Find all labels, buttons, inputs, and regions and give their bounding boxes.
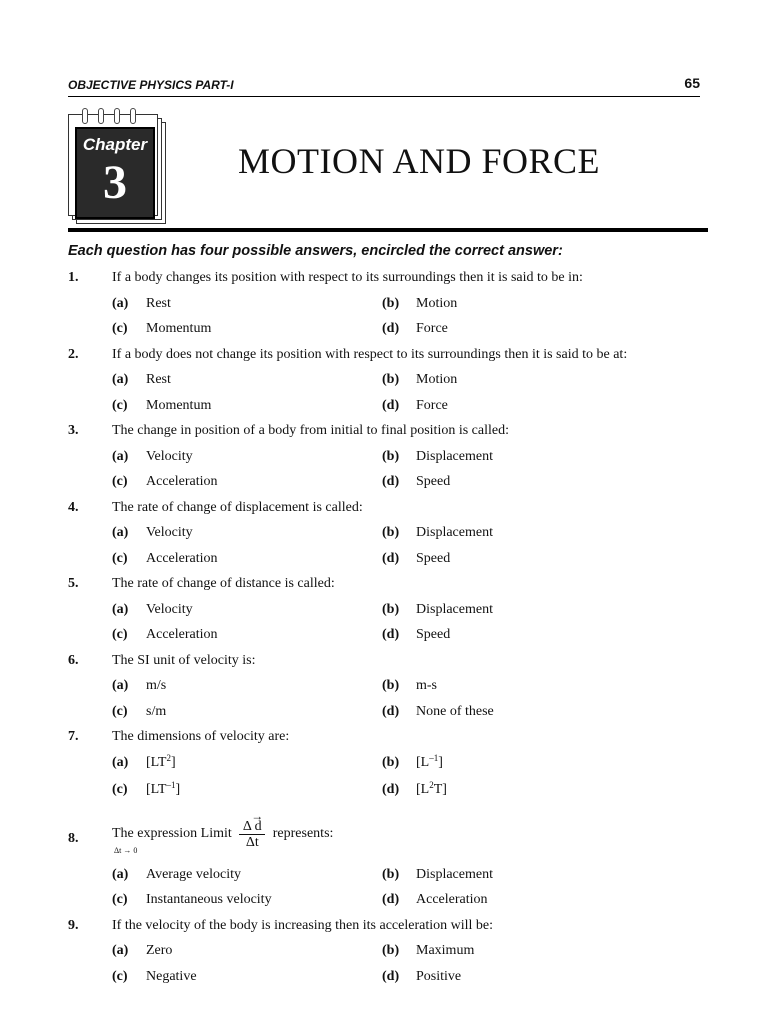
question-text: The SI unit of velocity is: xyxy=(112,652,256,668)
question-item: 6. The SI unit of velocity is: (a) m/s (b) m-s (c) s/m (d) None of these xyxy=(68,652,494,719)
question-item: 3. The change in position of a body from initial to final position is called: (a) Velocity (b) Displacement (c) Acceleration (d) Speed xyxy=(68,423,509,489)
question-number: 2. xyxy=(68,346,79,362)
question-item: 1. If a body changes its position with respect to its surroundings then it is said to be in: (a) Rest (b) Motion (c) Momentum (d) Force xyxy=(68,270,583,336)
chapter-number: 3 xyxy=(103,156,127,209)
question-number: 4. xyxy=(68,499,79,515)
ring-icon xyxy=(114,108,120,124)
question-item: 2. If a body does not change its position with respect to its surroundings then it is said to be at: (a) Rest (b) Motion (c) Momentum (d) Force xyxy=(68,346,628,413)
question-number: 6. xyxy=(68,652,79,668)
chapter-badge-panel xyxy=(75,127,155,219)
book-title: OBJECTIVE PHYSICS PART-I xyxy=(68,78,234,92)
question-text: If a body changes its position with respect to its surroundings then it is said to be in: xyxy=(112,270,583,285)
chapter-title: MOTION AND FORCE xyxy=(238,141,601,181)
question-number: 7. xyxy=(68,729,79,744)
question-item: 7. The dimensions of velocity are: (a) $[LT^2]$ (b) $[L^{-1}]$ (c) $[LT^{-1}]$ (d) $[L^2T]$ xyxy=(68,729,447,797)
question-item: 4. The rate of change of displacement is called: (a) Velocity (b) Displacement (c) Acceleration (d) Speed xyxy=(68,499,493,566)
question-text: The rate of change of distance is called: xyxy=(112,576,335,591)
derivative-fraction: → Δ d Δt xyxy=(237,815,267,853)
question-item: 9. If the velocity of the body is increasing then its acceleration will be: (a) Zero (b) Maximum (c) Negative (d) Positive xyxy=(68,917,493,984)
page-number: 65 xyxy=(684,75,700,91)
ring-icon xyxy=(130,108,136,124)
chapter-label: Chapter xyxy=(82,135,148,154)
ring-icon xyxy=(98,108,104,124)
chapter-badge xyxy=(68,108,166,224)
question-number: 8. xyxy=(68,830,79,846)
question-number: 1. xyxy=(68,270,79,285)
question-text: The expression Limit Δt → 0 → Δ d Δt represents: xyxy=(112,808,334,855)
vector-arrow-icon: → xyxy=(251,808,264,823)
title-divider xyxy=(68,228,708,232)
question-number: 3. xyxy=(68,423,79,438)
page-header xyxy=(68,76,700,97)
question-item: 8. The expression Limit Δt → 0 → Δ d Δt represents: (a) Average velocity (b) Displacement (c) Instantaneous velocity (d) Acceleration xyxy=(68,808,493,907)
question-list xyxy=(68,268,708,992)
question-text: The change in position of a body from initial to final position is called: xyxy=(112,423,509,438)
question-text: If the velocity of the body is increasing then its acceleration will be: xyxy=(112,917,493,933)
question-number: 9. xyxy=(68,917,79,933)
question-item: 5. The rate of change of distance is called: (a) Velocity (b) Displacement (c) Acceleration (d) Speed xyxy=(68,576,493,642)
ring-icon xyxy=(82,108,88,124)
instruction-text: Each question has four possible answers, encircled the correct answer: xyxy=(68,243,563,259)
question-text: The dimensions of velocity are: xyxy=(112,729,290,744)
question-text: The rate of change of displacement is called: xyxy=(112,499,363,515)
limit-subscript: Δt → 0 xyxy=(114,845,138,855)
question-text: If a body does not change its position with respect to its surroundings then it is said to be at: xyxy=(112,346,628,362)
question-number: 5. xyxy=(68,576,79,591)
